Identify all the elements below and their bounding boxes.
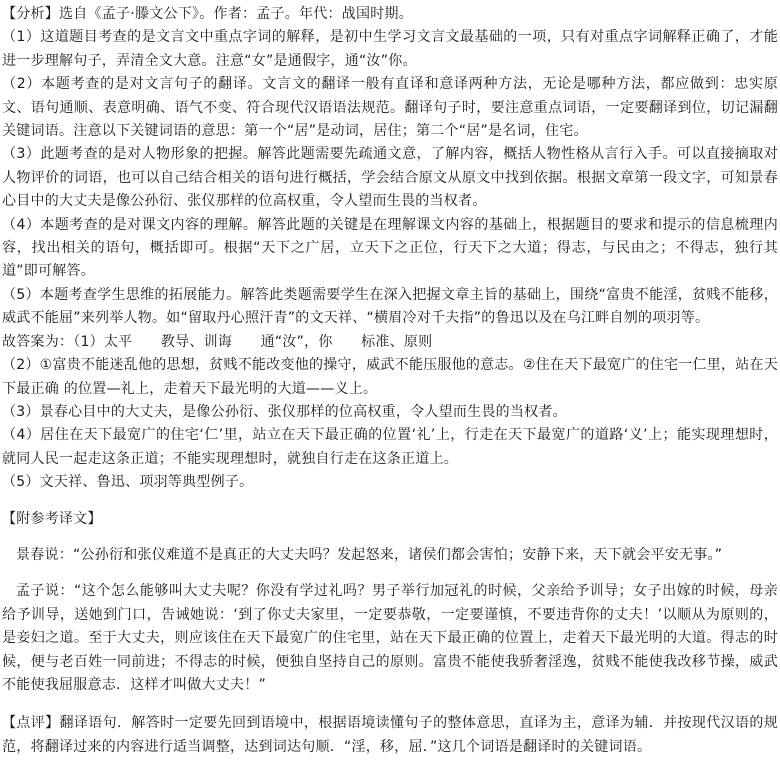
answer-item-4: （4）居住在天下最宽广的住宅‘仁’里，站立在天下最正确的位置‘礼’上，行走在天下最宽广的道路‘义’上；能实现理想时，就同人民一起走这条正道；不能实现理想时，就独自行走在这条正道上。 <box>2 427 778 467</box>
analysis-item-2: （2）本题考查的是对文言句子的翻译。文言文的翻译一般有直译和意译两种方法，无论是哪种方法，都应做到：忠实原文、语句通顺、表意明确、语气不变、符合现代汉语语法规范。翻译句子时，要注意重点词语，一定要翻译到位，切记漏翻关键词语。注意以下关键词语的意思：第一个“居”是动词，居住；第二个“居”是名词，住宅。 <box>2 76 778 140</box>
section-gap <box>2 495 778 508</box>
analysis-item-3: （3）此题考查的是对人物形象的把握。解答此题需要先疏通文意，了解内容，概括人物性格从言行入手。可以直接摘取对人物评价的词语，也可以自己结合相关的语句进行概括，学会结合原文从原文中找到依据。根据文章第一段文字，可知景春心目中的大丈夫是像公孙衍、张仪那样的位高权重，令人望而生畏的当权者。 <box>2 146 778 210</box>
comment-paragraph: 【点评】翻译语句．解答时一定要先回到语境中，根据语境读懂句子的整体意思，直译为主，意译为辅．并按现代汉语的规范，将翻译过来的内容进行适当调整，达到词达句顺．“淫，移，屈．”这几个词语是翻译时的关键词语。 <box>2 715 778 755</box>
answer-item-1: 故答案为：（1）太平 教导、训诲 通“汝”，你 标准、原则 <box>2 333 433 350</box>
answer-item-2: （2）①富贵不能迷乱他的思想，贫贱不能改变他的操守，威武不能压服他的意志。②住在天下最宽广的住宅一仁里，站在天下最正确 的位置—礼上，走着天下最光明的大道——义上。 <box>2 357 778 397</box>
translation-paragraph-2: 孟子说：“这个怎么能够叫大丈夫呢？你没有学过礼吗？男子举行加冠礼的时候，父亲给予训导；女子出嫁的时候，母亲给予训导，送她到门口，告诫她说：‘到了你丈夫家里，一定要恭敬，一定要谨慎，不要违背你的丈夫！’以顺从为原则的，是妾妇之道。至于大丈夫，则应该住在天下最宽广的住宅里，站在天下最正确的位置上，走着天下最光明的大道。得志的时候，便与老百姓一同前进；不得志的时候，便独自坚持自己的原则。富贵不能使我骄奢淫逸，贫贱不能使我改移节操，威武不能使我屈服意志．这样才叫做大丈夫！” <box>2 583 778 693</box>
section-gap <box>2 531 778 544</box>
answer-item-5: （5）文天祥、鲁迅、项羽等典型例子。 <box>2 474 254 491</box>
analysis-source-line: 【分析】选自《孟子·滕文公下》。作者：孟子。年代：战国时期。 <box>2 6 413 22</box>
answer-item-3: （3）景春心目中的大丈夫，是像公孙衍、张仪那样的位高权重，令人望而生畏的当权者。 <box>2 403 567 420</box>
translation-paragraph-1: 景春说：“公孙衍和张仪难道不是真正的大丈夫吗？发起怒来，诸侯们都会害怕；安静下来，天下就会平安无事。” <box>16 546 723 563</box>
analysis-item-4: （4）本题考查的是对课文内容的理解。解答此题的关键是在理解课文内容的基础上，根据题目的要求和提示的信息梳理内容，找出相关的语句，概括即可。根据“天下之广居，立天下之正位，行天下之大道；得志，与民由之；不得志，独行其道”即可解答。 <box>2 216 778 280</box>
section-gap <box>2 567 778 580</box>
analysis-item-5: （5）本题考查学生思维的拓展能力。解答此类题需要学生在深入把握文章主旨的基础上，围绕“富贵不能淫，贫贱不能移，威武不能屈”来列举人物。如“留取丹心照汗青”的文天祥、“横眉冷对千夫指”的鲁迅以及在乌江畔自刎的项羽等。 <box>2 286 778 327</box>
section-gap <box>2 697 778 712</box>
translation-heading: 【附参考译文】 <box>2 510 102 527</box>
analysis-item-1: （1）这道题目考查的是文言文中重点字词的解释，是初中生学习文言文最基础的一项，只有对重点字词解释正确了，才能进一步理解句子，弄清全文大意。注意“女”是通假字，通“汝”你。 <box>2 29 778 69</box>
